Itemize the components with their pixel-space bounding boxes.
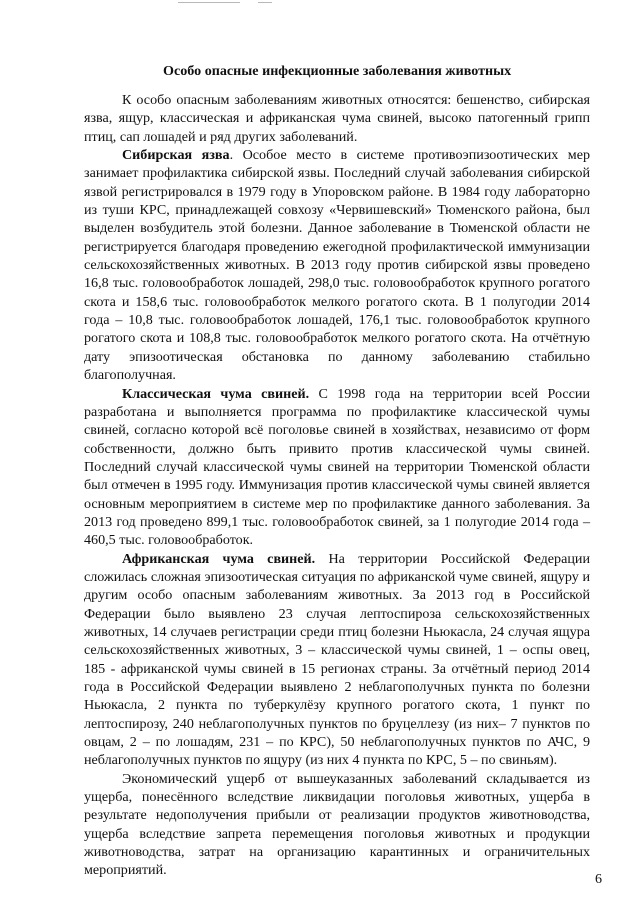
paragraph-lead: Классическая чума свиней. bbox=[122, 385, 310, 402]
paragraph-lead: Сибирская язва bbox=[122, 147, 230, 164]
scan-mark bbox=[258, 2, 272, 3]
paragraph-text: К особо опасным заболеваниям животных относятся: бешенство, сибирская язва, ящур, классическая и африканская чума свиней, высоко патогенный грипп птиц, сап лошадей и ряд других заболеваний. bbox=[84, 92, 590, 145]
paragraph-anthrax bbox=[84, 146, 590, 384]
scan-mark bbox=[178, 2, 240, 3]
scan-edge-marks bbox=[0, 0, 640, 6]
document-body bbox=[84, 62, 590, 880]
paragraph-economic-damage bbox=[84, 770, 590, 880]
page-number: 6 bbox=[595, 872, 602, 887]
paragraph-text: На территории Российской Федерации сложилась сложная эпизоотическая ситуация по африканской чуме свиней, ящуру и другим особо опасным заболеваниям животных. За 2013 год в Российской Федерации было выявлено 23 случая лептоспироза сельскохозяйственных животных, 14 случаев регистрации среди птиц болезни Ньюкасла, 24 случая ящура сельскохозяйственных животных, 3 – классической чумы свиней, 1 – оспы овец, 185 - африканской чумы свиней в 15 регионах страны. За отчётный период 2014 года в Российской Федерации выявлено 2 неблагополучных пункта по болезни Ньюкасла, 2 пункта по туберкулёзу крупного рогатого скота, 1 пункт по лептоспирозу, 240 неблагополучных пунктов по бруцеллезу (из них– 7 пунктов по овцам, 2 – по лошадям, 231 – по КРС), 50 неблагополучных пунктов по АЧС, 9 неблагополучных пунктов по ящуру (из них 4 пункта по КРС, 5 – по свиньям). bbox=[84, 550, 590, 769]
paragraph-text: Экономический ущерб от вышеуказанных заболеваний складывается из ущерба, понесённого вследствие ликвидации поголовья животных, ущерба в результате недополучения прибыли от реализации продуктов животноводства, ущерба вследствие запрета перемещения поголовья животных и продукции животноводства, затрат на организацию карантинных и ограничительных мероприятий. bbox=[84, 770, 590, 879]
document-title: Особо опасные инфекционные заболевания животных bbox=[163, 63, 512, 79]
paragraph-lead: Африканская чума свиней. bbox=[122, 550, 316, 567]
paragraph-text: С 1998 года на территории всей России разработана и выполняется программа по профилактике классической чумы свиней, согласно которой всё поголовье свиней в хозяйствах, независимо от форм собственности, должно быть привито против классической чумы свиней. Последний случай классической чумы свиней на территории Тюменской области был отмечен в 1995 году. Иммунизация против классической чумы свиней является основным мероприятием в системе мер по профилактике данного заболевания. За 2013 год проведено 899,1 тыс. головообработок свиней, за 1 полугодие 2014 года – 460,5 тыс. головообработок. bbox=[84, 385, 590, 549]
paragraph-african-swine-fever bbox=[84, 550, 590, 770]
paragraph-text: . Особое место в системе противоэпизоотических мер занимает профилактика сибирской язвы. Последний случай заболевания сибирской язвой регистрировался в 1979 году в Упоровском районе. В 1984 году лабораторно из туши КРС, принадлежащей совхозу «Червишевский» Тюменского района, был выделен возбудитель этой болезни. Данное заболевание в Тюменской области не регистрируется благодаря проведению ежегодной профилактической иммунизации сельскохозяйственных животных. В 2013 году против сибирской язвы проведено 16,8 тыс. головообработок лошадей, 298,0 тыс. головообработок крупного рогатого скота и 158,6 тыс. головообработок мелкого рогатого скота. В 1 полугодии 2014 года – 10,8 тыс. головообработок лошадей, 176,1 тыс. головообработок крупного рогатого скота и 108,8 тыс. головообработок мелкого рогатого скота. На отчётную дату эпизоотическая обстановка по данному заболеванию стабильно благополучная. bbox=[84, 147, 591, 384]
paragraph-classical-swine-fever bbox=[84, 385, 590, 550]
paragraph-intro bbox=[84, 91, 590, 146]
